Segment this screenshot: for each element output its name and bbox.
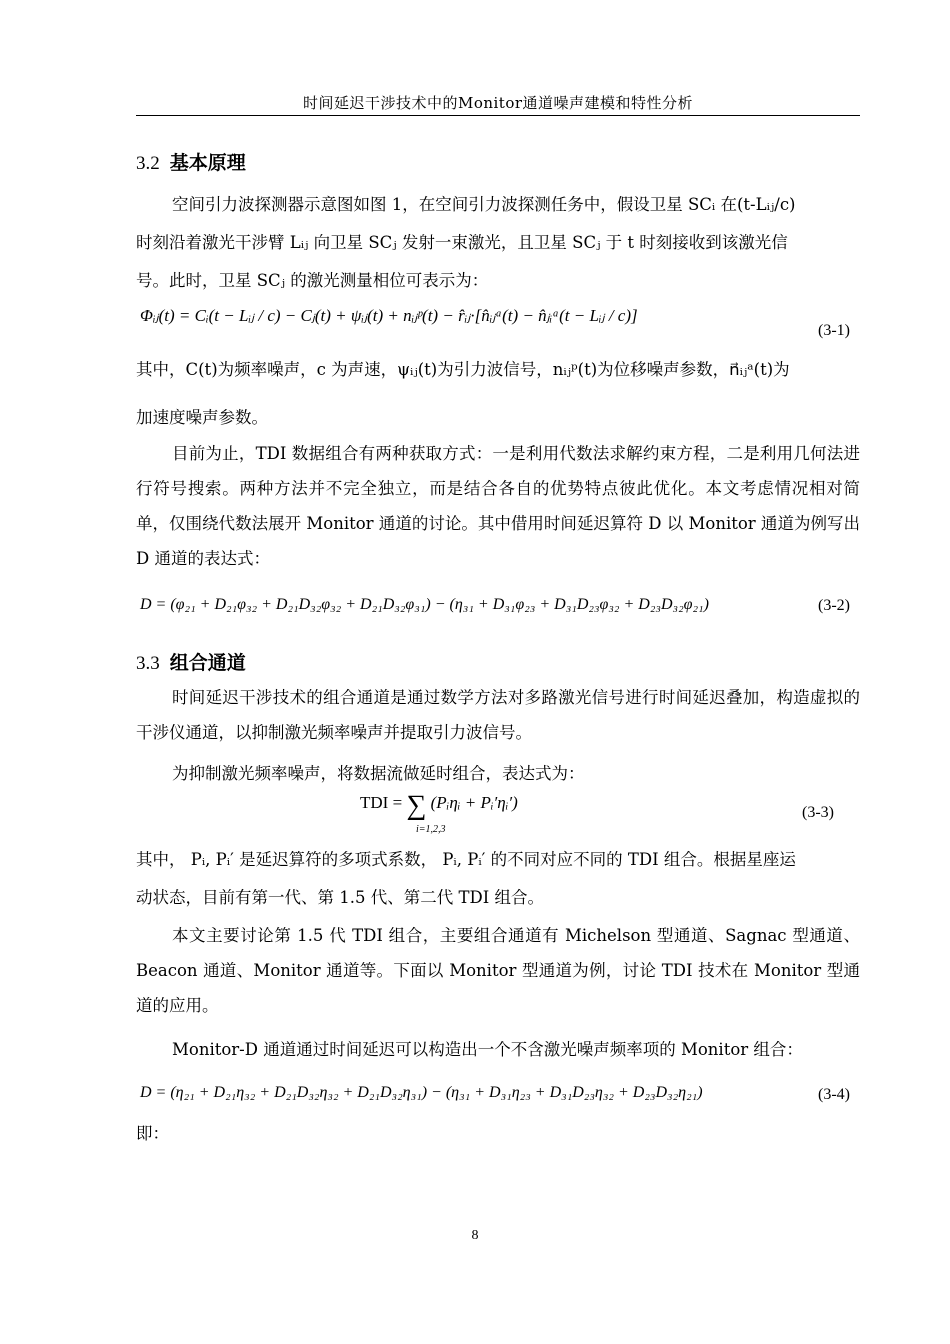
section-heading-3-3 (136, 648, 246, 675)
equation-3-1: Φᵢⱼ(t) = Cᵢ(t − Lᵢⱼ / c) − Cⱼ(t) + ψᵢⱼ(t) + nᵢⱼᵖ(t) − r̂ᵢⱼ·[n̂ᵢⱼᵃ(t) − n̂ⱼᵢᵃ(t − Lᵢⱼ / c)] (140, 306, 638, 325)
paragraph-line: 空间引力波探测器示意图如图 1，在空间引力波探测任务中，假设卫星 SCᵢ 在(t-Lᵢⱼ/c) (172, 195, 796, 214)
paragraph: Monitor-D 通道通过时间延迟可以构造出一个不含激光噪声频率项的 Monitor 组合： (172, 1040, 803, 1059)
running-header: 时间延迟干涉技术中的Monitor通道噪声建模和特性分析 (302, 94, 694, 112)
equation-number: (3-4) (818, 1086, 850, 1103)
page-number: 8 (471, 1228, 479, 1243)
summation-symbol: ∑ (406, 790, 427, 821)
paragraph: 目前为止，TDI 数据组合有两种获取方式：一是利用代数法求解约束方程，二是利用几何法进行符号搜索。两种方法并不完全独立，而是结合各自的优势特点彼此优化。本文考虑情况相对简单，仅围绕代数法展开 Monitor 通道的讨论。其中借用时间延迟算符 D 以 Monitor 通道为例写出 D 通道的表达式： (136, 444, 860, 568)
paragraph-line: 加速度噪声参数。 (136, 408, 268, 427)
paragraph: 为抑制激光频率噪声，将数据流做延时组合，表达式为： (172, 764, 585, 783)
paragraph-line: 其中， Pᵢ, Pᵢ′ 是延迟算符的多项式系数， Pᵢ, Pᵢ′ 的不同对应不同的 TDI 组合。根据星座运 (136, 850, 796, 869)
section-number: 3.2 (136, 153, 160, 174)
equation-number: (3-2) (818, 597, 850, 614)
paragraph: 时间延迟干涉技术的组合通道是通过数学方法对多路激光信号进行时间延迟叠加，构造虚拟的干涉仪通道，以抑制激光频率噪声并提取引力波信号。 (136, 688, 860, 742)
paragraph-line: 号。此时，卫星 SCⱼ 的激光测量相位可表示为： (136, 271, 489, 290)
section-title: 组合通道 (169, 652, 246, 674)
paragraph-line: 其中，C(t)为频率噪声，c 为声速，ψᵢⱼ(t)为引力波信号，nᵢⱼᵖ(t)为位移噪声参数，n⃗ᵢⱼᵃ(t)为 (136, 360, 790, 379)
summation-index: i=1,2,3 (416, 824, 446, 835)
section-heading-3-2 (136, 148, 246, 175)
section-number: 3.3 (136, 653, 160, 674)
equation-number: (3-1) (818, 322, 850, 339)
equation-3-3 (360, 790, 518, 835)
equation-number: (3-3) (802, 804, 834, 821)
header-rule (136, 115, 860, 116)
paragraph: 即： (136, 1124, 169, 1143)
equation-3-4: D = (η₂₁ + D₂₁η₃₂ + D₂₁D₃₂η₃₂ + D₂₁D₃₂η₃₁) − (η₃₁ + D₃₁η₂₃ + D₃₁D₂₃η₃₂ + D₂₃D₃₂η₂₁) (140, 1084, 703, 1101)
section-title: 基本原理 (169, 152, 246, 174)
equation-3-2: D = (φ₂₁ + D₂₁φ₃₂ + D₂₁D₃₂φ₃₂ + D₂₁D₃₂φ₃₁) − (η₃₁ + D₃₁φ₂₃ + D₃₁D₂₃φ₃₂ + D₂₃D₃₂φ₂₁) (140, 596, 709, 613)
equation-lhs: TDI = (360, 793, 403, 812)
paragraph-line: 时刻沿着激光干涉臂 Lᵢⱼ 向卫星 SCⱼ 发射一束激光，且卫星 SCⱼ 于 t 时刻接收到该激光信 (136, 233, 788, 252)
equation-rhs: (Pᵢηᵢ + Pᵢ′ηᵢ′) (430, 793, 518, 812)
paragraph: 本文主要讨论第 1.5 代 TDI 组合，主要组合通道有 Michelson 型通道、Sagnac 型通道、Beacon 通道、Monitor 通道等。下面以 Monitor 型通道为例，讨论 TDI 技术在 Monitor 型通道的应用。 (136, 926, 860, 1015)
paragraph-line: 动状态，目前有第一代、第 1.5 代、第二代 TDI 组合。 (136, 888, 544, 907)
